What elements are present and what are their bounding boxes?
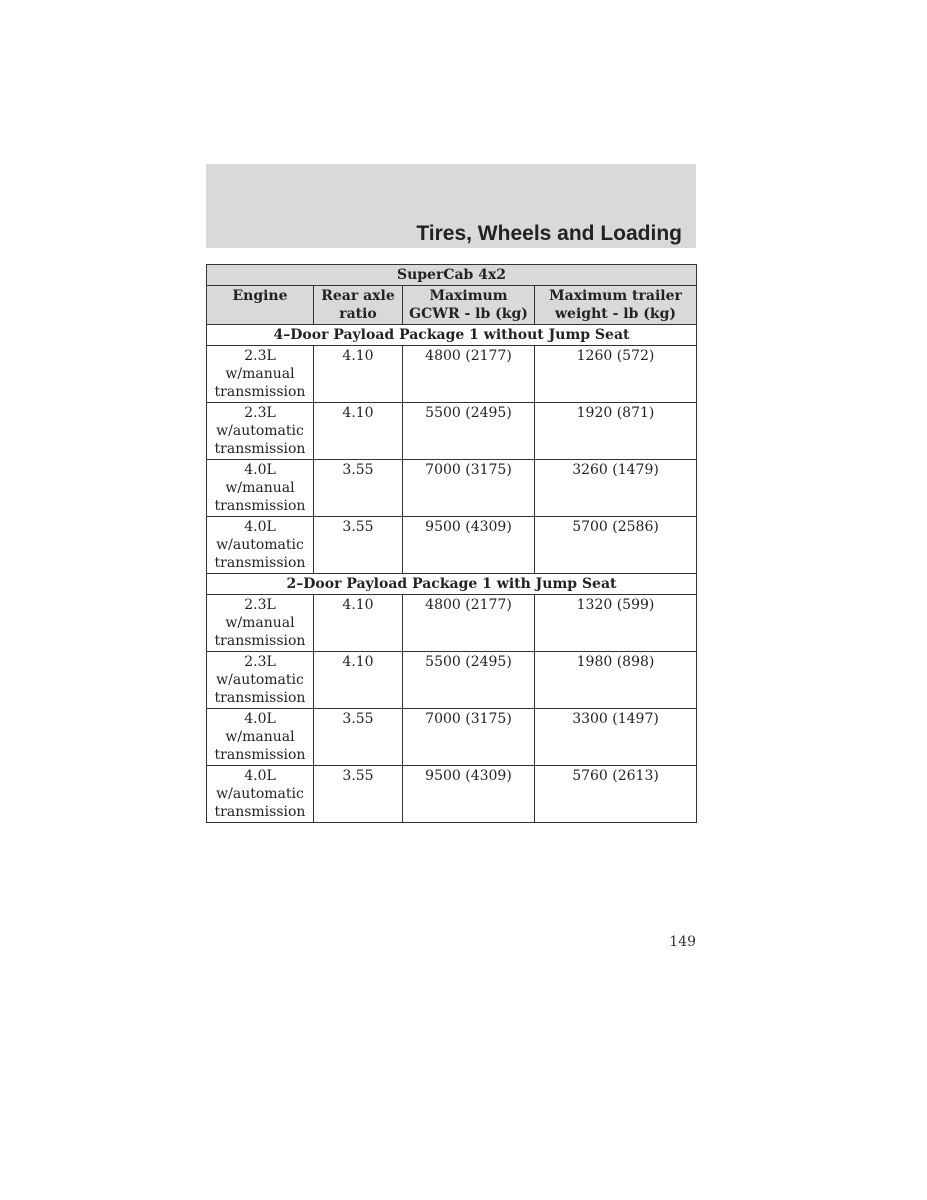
- section-header-row: [207, 325, 697, 346]
- table-row: [207, 460, 697, 517]
- engine-cell: [207, 403, 314, 460]
- trailer-weight-cell: 5700 (2586): [535, 517, 697, 574]
- column-header-trailer-line1: Maximum trailer: [549, 288, 682, 304]
- table-row: [207, 652, 697, 709]
- engine-line: w/automatic: [216, 537, 304, 553]
- engine-line: transmission: [214, 555, 306, 571]
- engine-line: 4.0L w/manual: [225, 462, 295, 496]
- table-row: [207, 403, 697, 460]
- column-header-gcwr-line2: GCWR - lb (kg): [409, 306, 528, 322]
- engine-line: w/automatic: [216, 786, 304, 802]
- section-header-row: [207, 574, 697, 595]
- column-header-gcwr: [403, 286, 535, 325]
- engine-cell: [207, 517, 314, 574]
- ratio-cell: 3.55: [314, 517, 403, 574]
- column-header-trailer-weight: [535, 286, 697, 325]
- engine-cell: [207, 346, 314, 403]
- engine-line: 2.3L: [244, 654, 276, 670]
- trailer-weight-cell: 5760 (2613): [535, 766, 697, 823]
- ratio-cell: 3.55: [314, 766, 403, 823]
- trailer-weight-cell: 1920 (871): [535, 403, 697, 460]
- engine-line: w/automatic: [216, 672, 304, 688]
- table-row: [207, 595, 697, 652]
- engine-cell: [207, 652, 314, 709]
- ratio-cell: 3.55: [314, 709, 403, 766]
- section-title: Tires, Wheels and Loading: [416, 222, 682, 245]
- gcwr-cell: 9500 (4309): [403, 517, 535, 574]
- gcwr-cell: 9500 (4309): [403, 766, 535, 823]
- column-header-axle-line2: ratio: [339, 306, 377, 322]
- engine-line: transmission: [214, 690, 306, 706]
- engine-line: 4.0L w/manual: [225, 711, 295, 745]
- trailer-weight-cell: 1260 (572): [535, 346, 697, 403]
- column-header-engine: [207, 286, 314, 325]
- trailer-weight-cell: 1980 (898): [535, 652, 697, 709]
- column-header-trailer-line2: weight - lb (kg): [555, 306, 676, 322]
- table-body: [207, 325, 697, 823]
- trailer-towing-table: [206, 264, 697, 823]
- table-row: [207, 709, 697, 766]
- engine-line: 2.3L w/manual: [225, 597, 295, 631]
- gcwr-cell: 4800 (2177): [403, 595, 535, 652]
- engine-cell: [207, 595, 314, 652]
- table-row: [207, 766, 697, 823]
- trailer-weight-cell: 3260 (1479): [535, 460, 697, 517]
- engine-cell: [207, 460, 314, 517]
- section-title-cell: 4–Door Payload Package 1 without Jump Seat: [207, 325, 697, 346]
- ratio-cell: 4.10: [314, 595, 403, 652]
- engine-line: transmission: [214, 498, 306, 514]
- gcwr-cell: 7000 (3175): [403, 460, 535, 517]
- gcwr-cell: 4800 (2177): [403, 346, 535, 403]
- engine-line: 2.3L: [244, 405, 276, 421]
- gcwr-cell: 5500 (2495): [403, 403, 535, 460]
- table-row: [207, 346, 697, 403]
- gcwr-cell: 7000 (3175): [403, 709, 535, 766]
- engine-line: 2.3L w/manual: [225, 348, 295, 382]
- page-number: 149: [669, 934, 696, 950]
- column-header-engine-text: Engine: [232, 288, 288, 304]
- table-header-row: [207, 286, 697, 325]
- trailer-weight-cell: 3300 (1497): [535, 709, 697, 766]
- table-title-row: [207, 265, 697, 286]
- engine-line: transmission: [214, 633, 306, 649]
- column-header-axle-ratio: [314, 286, 403, 325]
- engine-line: transmission: [214, 384, 306, 400]
- engine-cell: [207, 709, 314, 766]
- section-header-band: [206, 164, 696, 248]
- engine-cell: [207, 766, 314, 823]
- ratio-cell: 4.10: [314, 403, 403, 460]
- engine-line: w/automatic: [216, 423, 304, 439]
- trailer-weight-cell: 1320 (599): [535, 595, 697, 652]
- engine-line: transmission: [214, 804, 306, 820]
- ratio-cell: 4.10: [314, 652, 403, 709]
- engine-line: 4.0L: [244, 768, 276, 784]
- table-row: [207, 517, 697, 574]
- column-header-gcwr-line1: Maximum: [429, 288, 508, 304]
- engine-line: transmission: [214, 747, 306, 763]
- ratio-cell: 3.55: [314, 460, 403, 517]
- engine-line: transmission: [214, 441, 306, 457]
- engine-line: 4.0L: [244, 519, 276, 535]
- gcwr-cell: 5500 (2495): [403, 652, 535, 709]
- section-title-cell: 2–Door Payload Package 1 with Jump Seat: [207, 574, 697, 595]
- table-title: SuperCab 4x2: [207, 265, 697, 286]
- column-header-axle-line1: Rear axle: [321, 288, 395, 304]
- ratio-cell: 4.10: [314, 346, 403, 403]
